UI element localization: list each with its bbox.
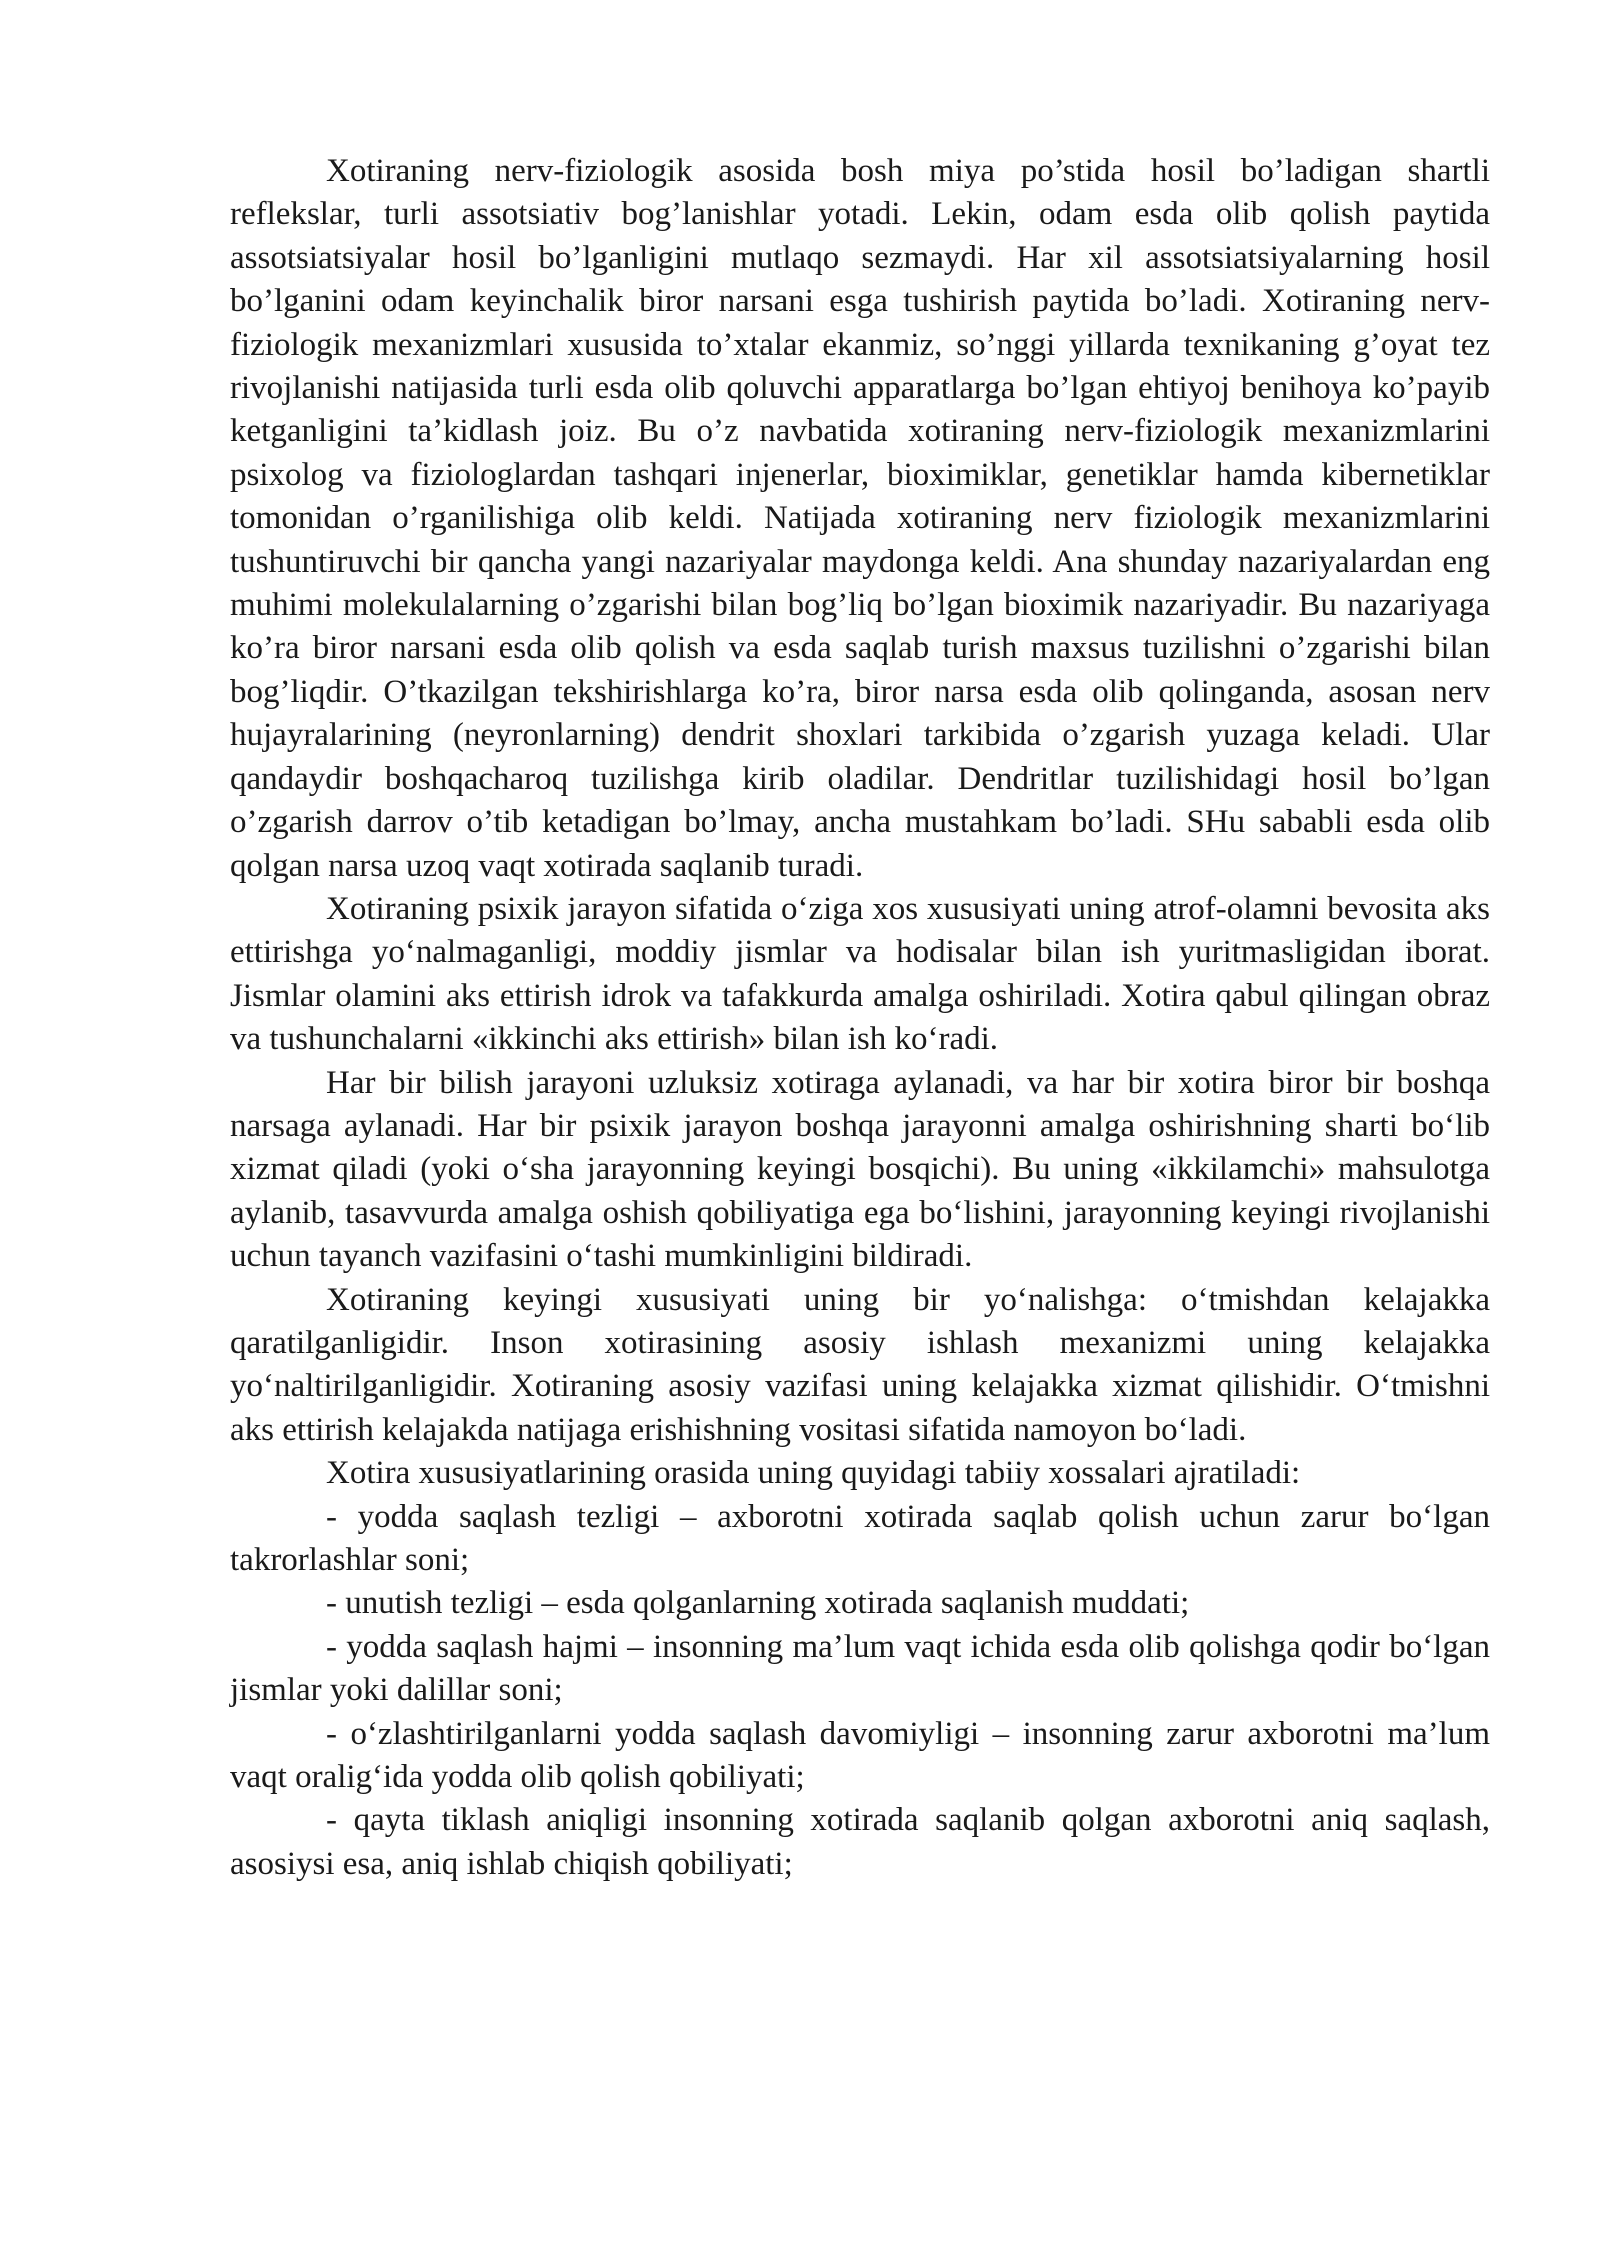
paragraph-2: Xotiraning psixik jarayon sifatida o‘ziga xos xususiyati uning atrof-olamni bevosita aks ettirishga yo‘nalmaganligi, moddiy jismlar va hodisalar bilan ish yuritmasligidan iborat. Jismlar olamini aks ettirish idrok va tafakkurda amalga oshiriladi. Xotira qabul qilingan obraz va tushunchalarni «ikkinchi aks ettirish» bilan ish ko‘radi. [230, 890, 1490, 1058]
list-item: - yodda saqlash tezligi – axborotni xotirada saqlab qolish uchun zarur bo‘lgan takrorlashlar soni; [230, 1498, 1490, 1578]
document-page [230, 150, 1490, 1886]
list-item: - o‘zlashtirilganlarni yodda saqlash davomiyligi – insonning zarur axborotni ma’lum vaqt oralig‘ida yodda olib qolish qobiliyati; [230, 1715, 1490, 1796]
list-intro: Xotira xususiyatlarining orasida uning quyidagi tabiiy xossalari ajratiladi: [326, 1455, 1301, 1492]
list-item: - qayta tiklash aniqligi insonning xotirada saqlanib qolgan axborotni aniq saqlash, asosiysi esa, aniq ishlab chiqish qobiliyati; [230, 1802, 1490, 1882]
list-item: - yodda saqlash hajmi – insonning ma’lum vaqt ichida esda olib qolishga qodir bo‘lgan jismlar yoki dalillar soni; [230, 1628, 1490, 1709]
paragraph-3: Har bir bilish jarayoni uzluksiz xotiraga aylanadi, va har bir xotira biror bir boshqa narsaga aylanadi. Har bir psixik jarayon boshqa jarayonni amalga oshirishning sharti bo‘lib xizmat qiladi (yoki o‘sha jarayonning keyingi bosqichi). Bu uning «ikkilamchi» mahsulotga aylanib, tasavvurda amalga oshish qobiliyatiga ega bo‘lishini, jarayonning keyingi rivojlanishi uchun tayanch vazifasini o‘tashi mumkinligini bildiradi. [230, 1064, 1490, 1275]
paragraph-1: Xotiraning nerv-fiziologik asosida bosh miya po’stida hosil bo’ladigan shartli reflekslar, turli assotsiativ bog’lanishlar yotadi. Lekin, odam esda olib qolish paytida assotsiatsiyalar hosil bo’lganligini mutlaqo sezmaydi. Har xil assotsiatsiyalarning hosil bo’lganini odam keyinchalik biror narsani esga tushirish paytida bo’ladi. Xotiraning nerv-fiziologik mexanizmlari xususida to’xtalar ekanmiz, so’nggi yillarda texnikaning g’oyat tez rivojlanishi natijasida turli esda olib qoluvchi apparatlarga bo’lgan ehtiyoj benihoya ko’payib ketganligini ta’kidlash joiz. Bu o’z navbatida xotiraning nerv-fiziologik mexanizmlarini psixolog va fiziologlardan tashqari injenerlar, bioximiklar, genetiklar hamda kibernetiklar tomonidan o’rganilishiga olib keldi. Natijada xotiraning nerv fiziologik mexanizmlarini tushuntiruvchi bir qancha yangi nazariyalar maydonga keldi. Ana shunday nazariyalardan eng muhimi molekulalarning o’zgarishi bilan bog’liq bo’lgan bioximik nazariyadir. Bu nazariyaga ko’ra biror narsani esda olib qolish va esda saqlab turish maxsus tuzilishni o’zgarishi bilan bog’liqdir. O’tkazilgan tekshirishlarga ko’ra, biror narsa esda olib qolinganda, asosan nerv hujayralarining (neyronlarning) dendrit shoxlari tarkibida o’zgarish yuzaga keladi. Ular qandaydir boshqacharoq tuzilishga kirib oladilar. Dendritlar tuzilishidagi hosil bo’lgan o’zgarish darrov o’tib ketadigan bo’lmay, ancha mustahkam bo’ladi. SHu sababli esda olib qolgan narsa uzoq vaqt xotirada saqlanib turadi. [230, 153, 1490, 884]
paragraph-4: Xotiraning keyingi xususiyati uning bir yo‘nalishga: o‘tmishdan kelajakka qaratilganligidir. Inson xotirasining asosiy ishlash mexanizmi uning kelajakka yo‘naltirilganligidir. Xotiraning asosiy vazifasi uning kelajakka xizmat qilishidir. O‘tmishni aks ettirish kelajakda natijaga erishishning vositasi sifatida namoyon bo‘ladi. [230, 1281, 1490, 1448]
list-item: - unutish tezligi – esda qolganlarning xotirada saqlanish muddati; [326, 1585, 1190, 1622]
